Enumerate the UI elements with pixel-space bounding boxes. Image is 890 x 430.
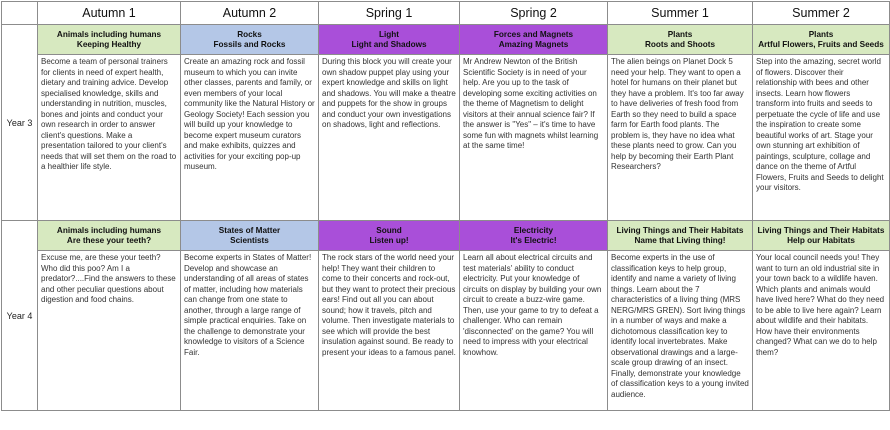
topic-title: Animals including humans [56, 225, 162, 235]
topic-cell [319, 221, 460, 251]
topic-cell [38, 25, 181, 55]
topic-subtitle: Roots and Shoots [644, 39, 716, 49]
description-cell: Become experts in States of Matter! Develop and showcase an understanding of all areas of states of matter, including how materials can change from one state to another, through a large range of simple practical enquiries. Take on the challenge to demonstrate your knowledge to visitors of a Science Fair. [181, 251, 319, 411]
topic-cell [608, 25, 753, 55]
description-cell: Mr Andrew Newton of the British Scientific Society is in need of your help. Are you up to the task of developing some exciting activities on the theme of Magnetism to delight visitors at their annual science fair? If the answer is "Yes" – it's time to have some fun with magnets whilst learning at the same time! [460, 55, 608, 221]
topic-title: Animals including humans [56, 29, 162, 39]
topic-subtitle: Amazing Magnets [498, 39, 569, 49]
topic-cell [181, 25, 319, 55]
description-cell: Excuse me, are these your teeth? Who did this poo? Am I a predator?....Find the answers to these and other peculiar questions about digestion and food chains. [38, 251, 181, 411]
description-cell: Become experts in the use of classification keys to help group, identify and name a variety of living things. Learn about the 7 characteristics of a living thing (MRS NERG/MRS GREN). Sort living things in a number of ways and make a dichotomous classification key to identify local invertebrates. Make observational drawings and a large-scale group drawing of an insect. Finally, demonstrate your knowledge of classification keys to a young invited audience. [608, 251, 753, 411]
topic-cell [753, 25, 890, 55]
description-cell: During this block you will create your own shadow puppet play using your expert knowledge and skills on light and shadows. You will make a theatre and puppets for the show in groups and conduct your own investigations on shadows, light and reflections. [319, 55, 460, 221]
description-cell: The alien beings on Planet Dock 5 need your help. They want to open a hotel for humans on their planet but they have a problem. It's too far away to have deliveries of fresh food from Earth so they need to build a space farm for Earth food plants. The problem is, they have no idea what these plants need to grow. Can you help by becoming their Earth Plant Researchers? [608, 55, 753, 221]
topic-title: Forces and Magnets [493, 29, 574, 39]
topic-subtitle: Name that Living thing! [634, 235, 726, 245]
description-cell: Become a team of personal trainers for clients in need of expert health, dietary and training advice. Develop specialised knowledge, skills and understanding in nutrition, muscles, bones and joints and conduct your own research in order to answer client's questions. Make a presentation tailored to your client's needs that will set them on the road to a healthier life style. [38, 55, 181, 221]
term-header-row [2, 2, 890, 25]
description-cell: Learn all about electrical circuits and test materials' ability to conduct electricity. Put your knowledge of circuits on display by building your own circuit to create a buzz-wire game. Then, use your game to try to defeat a challenger. Who can remain 'disconnected' on the game? You will need to impress with your electrical knowhow. [460, 251, 608, 411]
topic-cell [460, 25, 608, 55]
topic-cell [608, 221, 753, 251]
topic-subtitle: Light and Shadows [351, 39, 427, 49]
topic-title: Sound [376, 225, 402, 235]
curriculum-table [1, 1, 890, 411]
topic-cell [181, 221, 319, 251]
term-header-autumn-1: Autumn 1 [38, 2, 181, 25]
year-3-topic-row [2, 25, 890, 55]
term-header-spring-2: Spring 2 [460, 2, 608, 25]
year-3-label: Year 3 [2, 25, 38, 221]
topic-title: Living Things and Their Habitats [616, 225, 744, 235]
topic-subtitle: Help our Habitats [787, 235, 855, 245]
topic-title: Plants [808, 29, 834, 39]
corner-cell [2, 2, 38, 25]
topic-title: Electricity [513, 225, 554, 235]
topic-subtitle: Are these your teeth? [66, 235, 152, 245]
description-cell: The rock stars of the world need your help! They want their children to come to their concerts and rock-out, but they want to protect their precious ears! Find out all you can about sound; how it travels, pitch and volume. Then investigate materials to see which will provide the best insulation against sound. Be ready to present your ideas to a famous panel. [319, 251, 460, 411]
term-header-summer-1: Summer 1 [608, 2, 753, 25]
topic-title: Living Things and Their Habitats [757, 225, 885, 235]
topic-cell [753, 221, 890, 251]
topic-title: States of Matter [218, 225, 281, 235]
topic-title: Light [378, 29, 399, 39]
topic-cell [38, 221, 181, 251]
year-4-topic-row [2, 221, 890, 251]
term-header-summer-2: Summer 2 [753, 2, 890, 25]
topic-subtitle: It's Electric! [510, 235, 557, 245]
year-3-description-row [2, 55, 890, 221]
topic-subtitle: Fossils and Rocks [213, 39, 286, 49]
topic-title: Plants [667, 29, 693, 39]
term-header-spring-1: Spring 1 [319, 2, 460, 25]
topic-cell [460, 221, 608, 251]
description-cell: Step into the amazing, secret world of flowers. Discover their relationship with bees and other insects. Learn how flowers transform into fruits and seeds to perpetuate the cycle of life and use the inspiration to create some beautiful works of art. Stage your own stunning art exhibition of paintings, sculpture, collage and dance on the theme of Artful Flowers, Fruits and Seeds to delight your visitors. [753, 55, 890, 221]
topic-subtitle: Artful Flowers, Fruits and Seeds [758, 39, 884, 49]
description-cell: Create an amazing rock and fossil museum to which you can invite other classes, parents and family, or even members of your local community like the Natural History or Geology Society! Each session you will build up your knowledge to become expert museum curators and make exhibits, quizzes and activities for your exciting pop-up museum. [181, 55, 319, 221]
term-header-autumn-2: Autumn 2 [181, 2, 319, 25]
topic-title: Rocks [237, 29, 262, 39]
topic-cell [319, 25, 460, 55]
description-cell: Your local council needs you! They want to turn an old industrial site in your town back to a wildlife haven. Which plants and animals would have lived here? What do they need to be able to live here again? Learn about wildlife and their habitats. How have their environments changed? What can we do to help them? [753, 251, 890, 411]
year-4-label: Year 4 [2, 221, 38, 411]
year-4-description-row [2, 251, 890, 411]
topic-subtitle: Scientists [230, 235, 269, 245]
topic-subtitle: Keeping Healthy [76, 39, 142, 49]
topic-subtitle: Listen up! [369, 235, 409, 245]
